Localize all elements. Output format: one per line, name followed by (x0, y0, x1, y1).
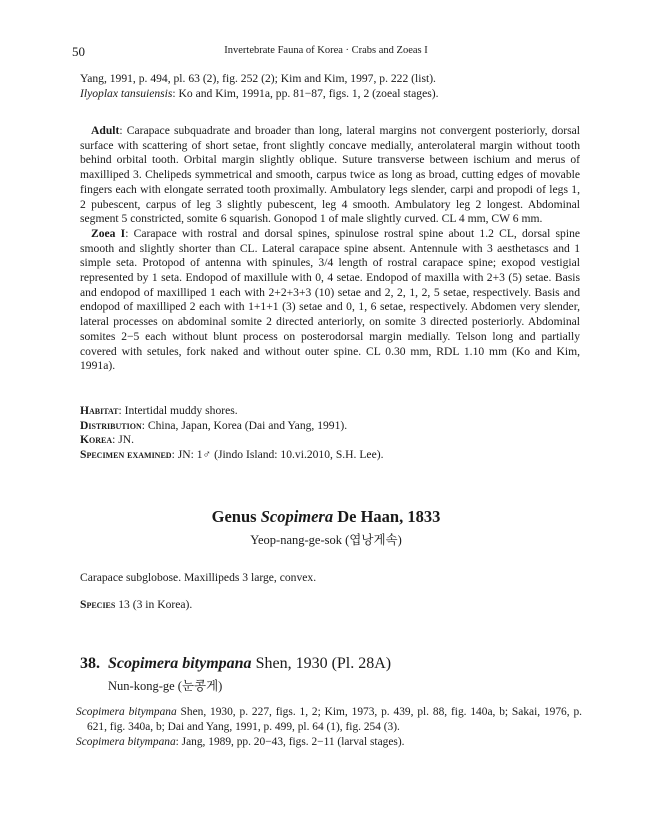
species-heading (80, 655, 391, 673)
korea-label: Korea (80, 433, 113, 447)
reference-text: : Ko and Kim, 1991a, pp. 81−87, figs. 1, 2 (zoeal stages). (172, 86, 439, 100)
specimen-label: Specimen examined (80, 448, 172, 462)
habitat-text: : Intertidal muddy shores. (118, 404, 238, 417)
genus-korean-name: Yeop-nang-ge-sok (엽낭게속) (250, 533, 402, 547)
distribution-text: : China, Japan, Korea (Dai and Yang, 1991). (141, 418, 348, 432)
species-authority: Shen, 1930 (Pl. 28A) (251, 655, 392, 672)
species-count-line (80, 598, 580, 613)
distribution-label: Distribution (80, 418, 142, 432)
zoea-text: : Carapace with rostral and dorsal spines, spinulose rostral spine about 1.2 CL, dorsal spine smooth and slightly shorter than CL. Lateral carapace spine absent. Antennule with 3 aesthetascs and 1 simple seta. Protopod of antenna with spinules, 3/4 length of rostral carapace spine; exopod vestigial represented by 1 seta. Endopod of maxillule with 0, 4 setae. Endopod of maxilla with 2+3 (5) setae. Basis and endopod of maxilliped 1 each with 2+2+3+3 (10) setae and 2, 2, 1, 2, 5 setae, respectively. Basis and endopod of maxilliped 2 each with 1+1+1 (3) setae and 0, 1, 6 setae, respectively. Abdomen very slender, lateral processes on abdominal somite 2 directed anteriorly, on somite 3 directed posteriorly. Abdominal somites 2−5 each without blunt process on posterodorsal margin medially. Telson long and partially covered with setules, fork naked and without outer spine. CL 0.30 mm, RDL 1.10 mm (Ko and Kim, 1991a). (80, 226, 581, 373)
species-korean-name: Nun-kong-ge (눈콩게) (108, 679, 223, 693)
specimen-line (80, 448, 580, 463)
running-title: Invertebrate Fauna of Korea · Crabs and Zoeas I (224, 45, 428, 56)
habitat-line (80, 404, 580, 419)
reference-line-1: Yang, 1991, p. 494, pl. 63 (2), fig. 252 (2); Kim and Kim, 1997, p. 222 (list). (80, 72, 436, 85)
adult-text: : Carapace subquadrate and broader than long, lateral margins not convergent posteriorly, dorsal surface with scattering of short setae, front slightly concave medially, anterolateral margin without tooth behind orbital tooth. Orbital margin slightly oblique. Suture transverse between ischium and merus of maxilliped 3. Chelipeds symmetrical and smooth, carpus twice as long as broad, cutting edges of movable fingers each with elongate serrated tooth proximally. Ambulatory legs slender, carpi and propodi of legs 1, 2 pubescent, carpus of leg 3 slightly pubescent, leg 4 smooth. Ambulatory leg 2 longest. Abdominal segment 5 constricted, somite 6 squarish. Gonopod 1 of male slightly curved. CL 4 mm, CW 6 mm. (80, 124, 580, 226)
synonymy-block (76, 705, 582, 750)
genus-name: Scopimera (260, 507, 334, 526)
habitat-label: Habitat (80, 404, 119, 417)
top-references (80, 72, 580, 101)
genus-heading (0, 507, 652, 527)
genus-authority: De Haan, 1833 (333, 507, 441, 526)
genus-description-text: Carapace subglobose. Maxillipeds 3 large, convex. (80, 571, 317, 584)
species-name: Scopimera bitympana (108, 655, 252, 672)
reference-line-2 (80, 87, 580, 102)
synonymy-entry-2 (76, 735, 582, 750)
description-block (80, 124, 580, 374)
specimen-text: : JN: 1♂ (Jindo Island: 10.vi.2010, S.H. Lee). (171, 448, 384, 462)
korea-line (80, 433, 580, 448)
korea-text: : JN. (112, 433, 135, 447)
distribution-line (80, 419, 580, 434)
synonym-name: Scopimera bitympana (76, 706, 177, 718)
taxon-name: Ilyoplax tansuiensis (80, 86, 173, 100)
info-block (80, 404, 580, 463)
species-count-text: 13 (3 in Korea). (115, 598, 193, 611)
adult-paragraph (80, 124, 580, 227)
adult-label: Adult (91, 124, 120, 137)
species-count (80, 598, 580, 613)
species-label: Species (80, 598, 116, 611)
species-number: 38. (80, 655, 100, 672)
genus-prefix: Genus (211, 507, 261, 526)
zoea-label: Zoea I (91, 226, 126, 240)
synonym-text: : Jang, 1989, pp. 20−43, figs. 2−11 (larval stages). (175, 736, 405, 748)
page-number: 50 (72, 44, 85, 59)
synonymy-entry-1 (76, 705, 582, 735)
synonym-text: Shen, 1930, p. 227, figs. 1, 2; Kim, 1973, p. 439, pl. 88, fig. 140a, b; Sakai, 1976, p. 621, fig. 340a, b; Dai and Yang, 1991, p. 499, pl. 64 (1), fig. 254 (3). (87, 706, 582, 733)
synonym-name: Scopimera bitympana (76, 736, 176, 748)
zoea-paragraph (80, 227, 580, 374)
genus-description (80, 571, 580, 586)
